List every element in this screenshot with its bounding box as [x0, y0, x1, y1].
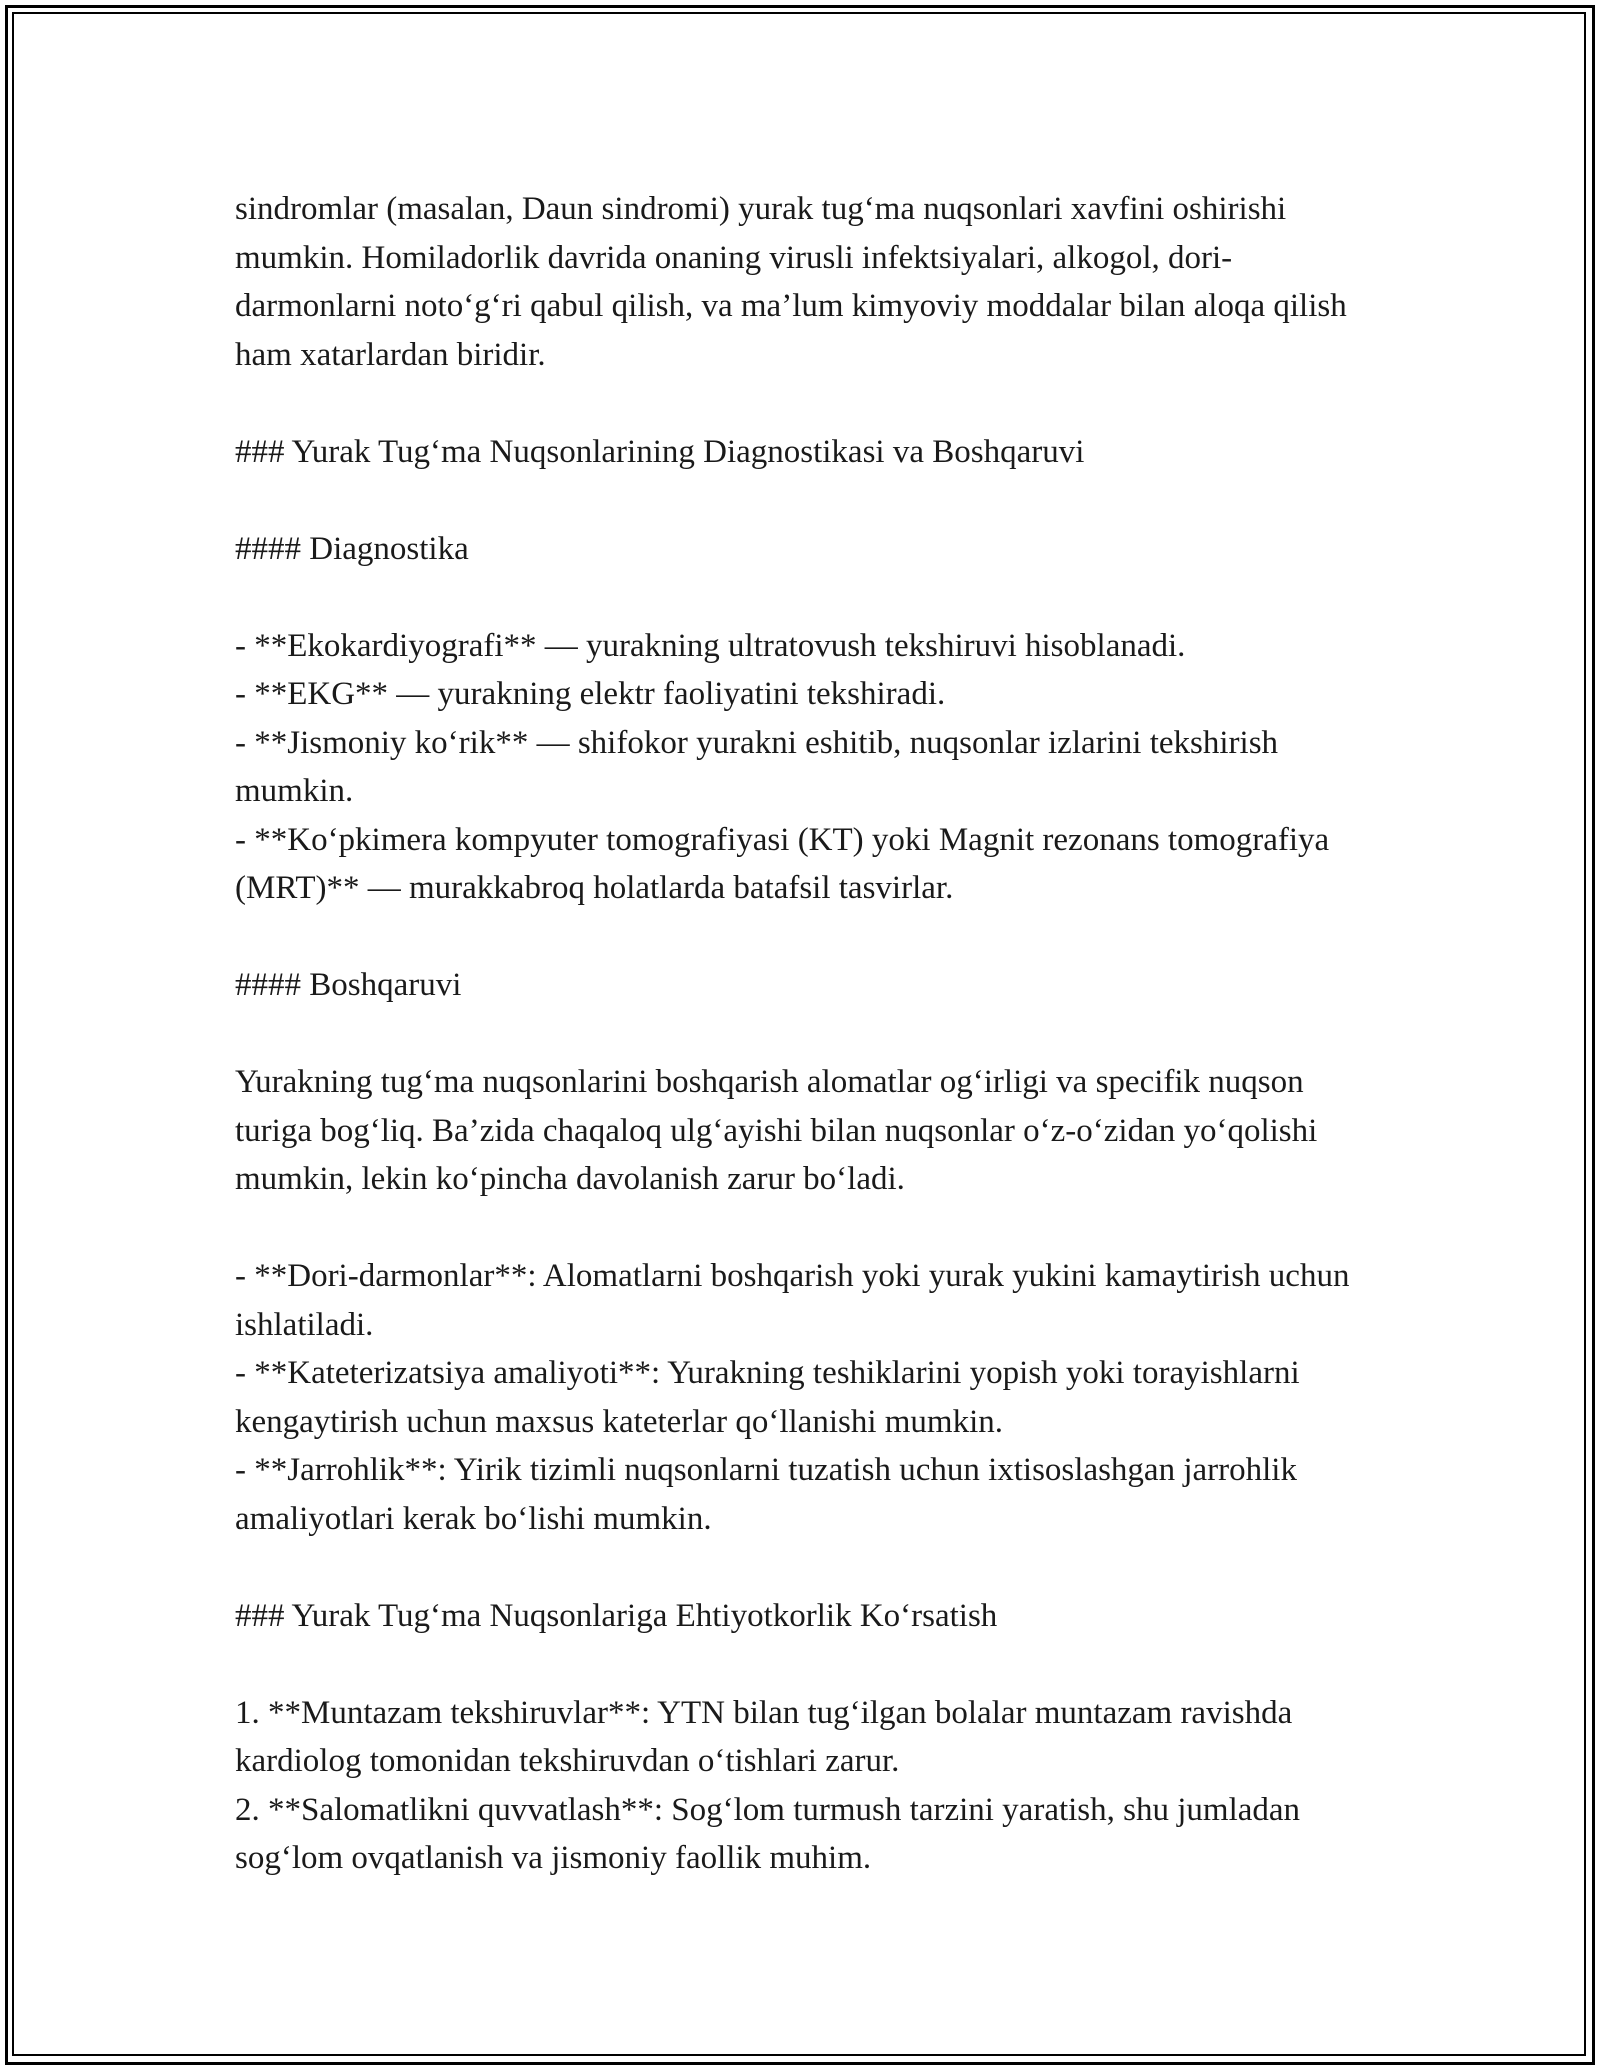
spacer — [235, 379, 1365, 428]
management-list-item: - **Dori-darmonlar**: Alomatlarni boshqarish yoki yurak yukini kamaytirish uchun ishlatiladi. — [235, 1258, 1358, 1343]
document-body — [235, 185, 1365, 1883]
section-heading-care: ### Yurak Tug‘ma Nuqsonlariga Ehtiyotkorlik Ko‘rsatish — [235, 1597, 998, 1634]
diagnostics-list-item: - **Ekokardiyografi** — yurakning ultratovush tekshiruvi hisoblanadi. — [235, 627, 1186, 664]
care-list-item: 1. **Muntazam tekshiruvlar**: YTN bilan tug‘ilgan bolalar muntazam ravishda kardiolog tomonidan tekshiruvdan o‘tishlari zarur. — [235, 1694, 1301, 1779]
spacer — [235, 1204, 1365, 1253]
diagnostics-list-item: - **Jismoniy ko‘rik** — shifokor yurakni eshitib, nuqsonlar izlarini tekshirish mumkin. — [235, 724, 1287, 809]
management-paragraph: Yurakning tug‘ma nuqsonlarini boshqarish alomatlar og‘irligi va specifik nuqson turiga bog‘liq. Ba’zida chaqaloq ulg‘ayishi bilan nuqsonlar o‘z-o‘zidan yo‘qolishi mumkin, lekin ko‘pincha davolanish zarur bo‘ladi. — [235, 1064, 1326, 1197]
management-list-item: - **Jarrohlik**: Yirik tizimli nuqsonlarni tuzatish uchun ixtisoslashgan jarrohlik amaliyotlari kerak bo‘lishi mumkin. — [235, 1452, 1306, 1537]
spacer — [235, 573, 1365, 622]
subheading-diagnostics: #### Diagnostika — [235, 530, 469, 567]
spacer — [235, 1543, 1365, 1592]
section-heading-diagnostics-management: ### Yurak Tug‘ma Nuqsonlarining Diagnostikasi va Boshqaruvi — [235, 433, 1085, 470]
spacer — [235, 476, 1365, 525]
diagnostics-list-item: - **EKG** — yurakning elektr faoliyatini tekshiradi. — [235, 676, 946, 712]
spacer — [235, 913, 1365, 962]
subheading-management: #### Boshqaruvi — [235, 967, 462, 1003]
diagnostics-list-item: - **Ko‘pkimera kompyuter tomografiyasi (KT) yoki Magnit rezonans tomografiya (MRT)** — murakkabroq holatlarda batafsil tasvirlar. — [235, 821, 1338, 906]
spacer — [235, 1010, 1365, 1059]
intro-paragraph: sindromlar (masalan, Daun sindromi) yurak tug‘ma nuqsonlari xavfini oshirishi mumkin. Homiladorlik davrida onaning virusli infektsiyalari, alkogol, dori-darmonlarni noto‘g‘ri qabul qilish, va ma’lum kimyoviy moddalar bilan aloqa qilish ham xatarlardan biridir. — [235, 191, 1355, 373]
management-list-item: - **Kateterizatsiya amaliyoti**: Yurakning teshiklarini yopish yoki torayishlarni kengaytirish uchun maxsus kateterlar qo‘llanishi mumkin. — [235, 1355, 1308, 1440]
spacer — [235, 1640, 1365, 1689]
care-list-item: 2. **Salomatlikni quvvatlash**: Sog‘lom turmush tarzini yaratish, shu jumladan sog‘lom ovqatlanish va jismoniy faollik muhim. — [235, 1791, 1309, 1876]
